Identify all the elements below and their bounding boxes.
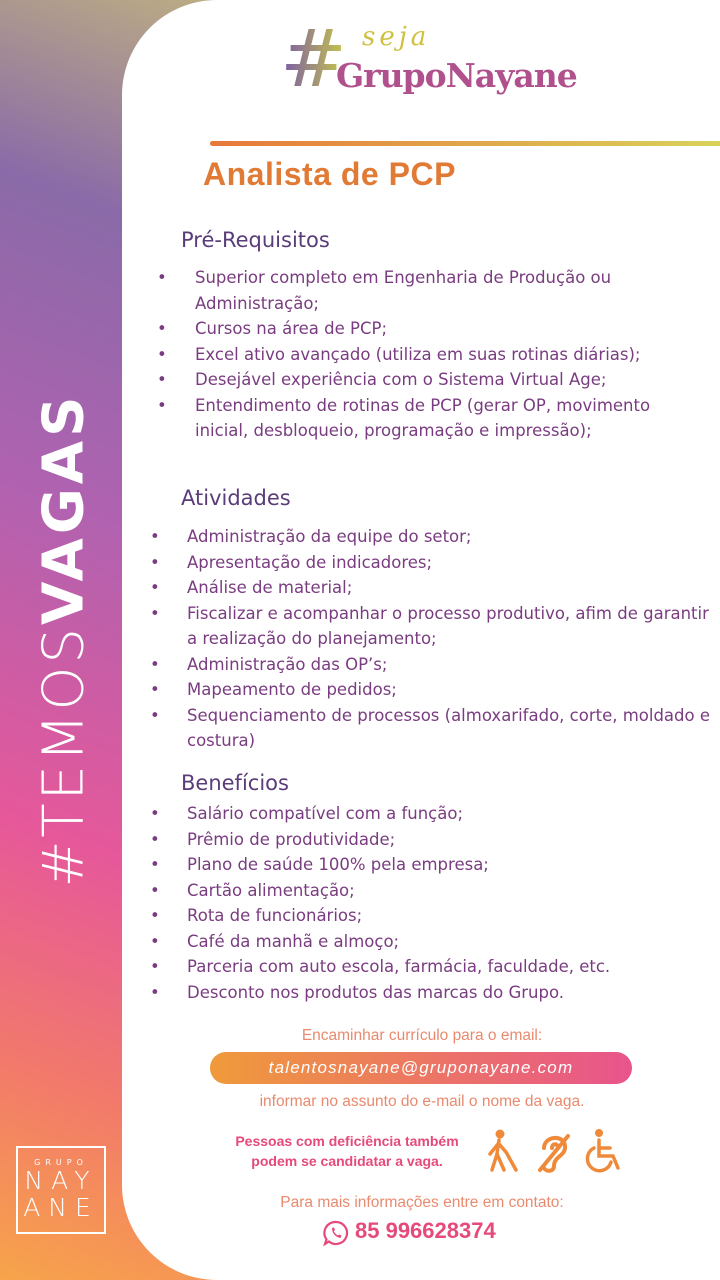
list-item: • Cartão alimentação; — [187, 878, 717, 904]
prerequisites-title: Pré-Requisitos — [181, 228, 330, 252]
logo-ane: ANE — [23, 1193, 99, 1222]
list-item: • Salário compatível com a função; — [187, 801, 717, 827]
logo-nay: NAY — [24, 1166, 98, 1195]
sidebar — [0, 0, 125, 1280]
prerequisites-list — [195, 265, 705, 444]
whatsapp-icon — [323, 1220, 349, 1246]
wheelchair-icon — [587, 1129, 618, 1171]
list-item: • Cursos na área de PCP; — [195, 316, 705, 342]
logo-seja: seja — [362, 22, 431, 52]
list-item: • Café da manhã e almoço; — [187, 929, 717, 955]
phone-number[interactable]: 85 996628374 — [355, 1218, 496, 1243]
list-item: • Entendimento de rotinas de PCP (gerar OP, movimento inicial, desbloqueio, programação e impressão); — [195, 393, 705, 444]
logo-brand: GrupoNayane — [336, 56, 577, 95]
seja-grupo-nayane-logo — [280, 12, 577, 105]
list-item: • Mapeamento de pedidos; — [187, 677, 717, 703]
list-item: • Administração das OP’s; — [187, 652, 717, 678]
accessibility-icons — [486, 1128, 626, 1174]
list-item: • Excel ativo avançado (utiliza em suas rotinas diárias); — [195, 342, 705, 368]
logo-hash: # — [280, 12, 348, 105]
send-cv-label: Encaminhar currículo para o email: — [301, 1027, 543, 1044]
benefits-list — [187, 801, 717, 1005]
list-item: • Apresentação de indicadores; — [187, 550, 717, 576]
activities-list — [187, 524, 717, 754]
hearing-impaired-icon — [540, 1136, 568, 1171]
benefits-title: Benefícios — [181, 771, 289, 795]
logo-grupo: GRUPO — [34, 1158, 88, 1167]
list-item: • Plano de saúde 100% pela empresa; — [187, 852, 717, 878]
title-divider — [210, 141, 720, 146]
email-link[interactable]: talentosnayane@gruponayane.com — [210, 1052, 632, 1084]
list-item: • Desejável experiência com o Sistema Virtual Age; — [195, 367, 705, 393]
activities-title: Atividades — [181, 486, 291, 510]
list-item: • Rota de funcionários; — [187, 903, 717, 929]
blind-person-icon — [490, 1130, 516, 1171]
pcd-notice: Pessoas com deficiência também podem se candidatar a vaga. — [235, 1133, 459, 1169]
list-item: • Fiscalizar e acompanhar o processo produtivo, afim de garantir a realização do planejamento; — [187, 601, 717, 652]
subject-note: informar no assunto do e-mail o nome da vaga. — [259, 1093, 585, 1110]
list-item: • Prêmio de produtividade; — [187, 827, 717, 853]
vagas-text: VAGAS — [31, 392, 97, 626]
temos-vagas-vertical — [32, 393, 97, 888]
job-title: Analista de PCP — [203, 156, 456, 192]
list-item: • Análise de material; — [187, 575, 717, 601]
list-item: • Administração da equipe do setor; — [187, 524, 717, 550]
temos-text: #TEMOS — [31, 625, 97, 888]
grupo-nayane-logo-box — [16, 1146, 106, 1234]
more-info-label: Para mais informações entre em contato: — [280, 1194, 564, 1211]
list-item: • Superior completo em Engenharia de Produção ou Administração; — [195, 265, 705, 316]
list-item: • Sequenciamento de processos (almoxarifado, corte, moldado e costura) — [187, 703, 717, 754]
list-item: • Parceria com auto escola, farmácia, faculdade, etc. — [187, 954, 717, 980]
list-item: • Desconto nos produtos das marcas do Grupo. — [187, 980, 717, 1006]
